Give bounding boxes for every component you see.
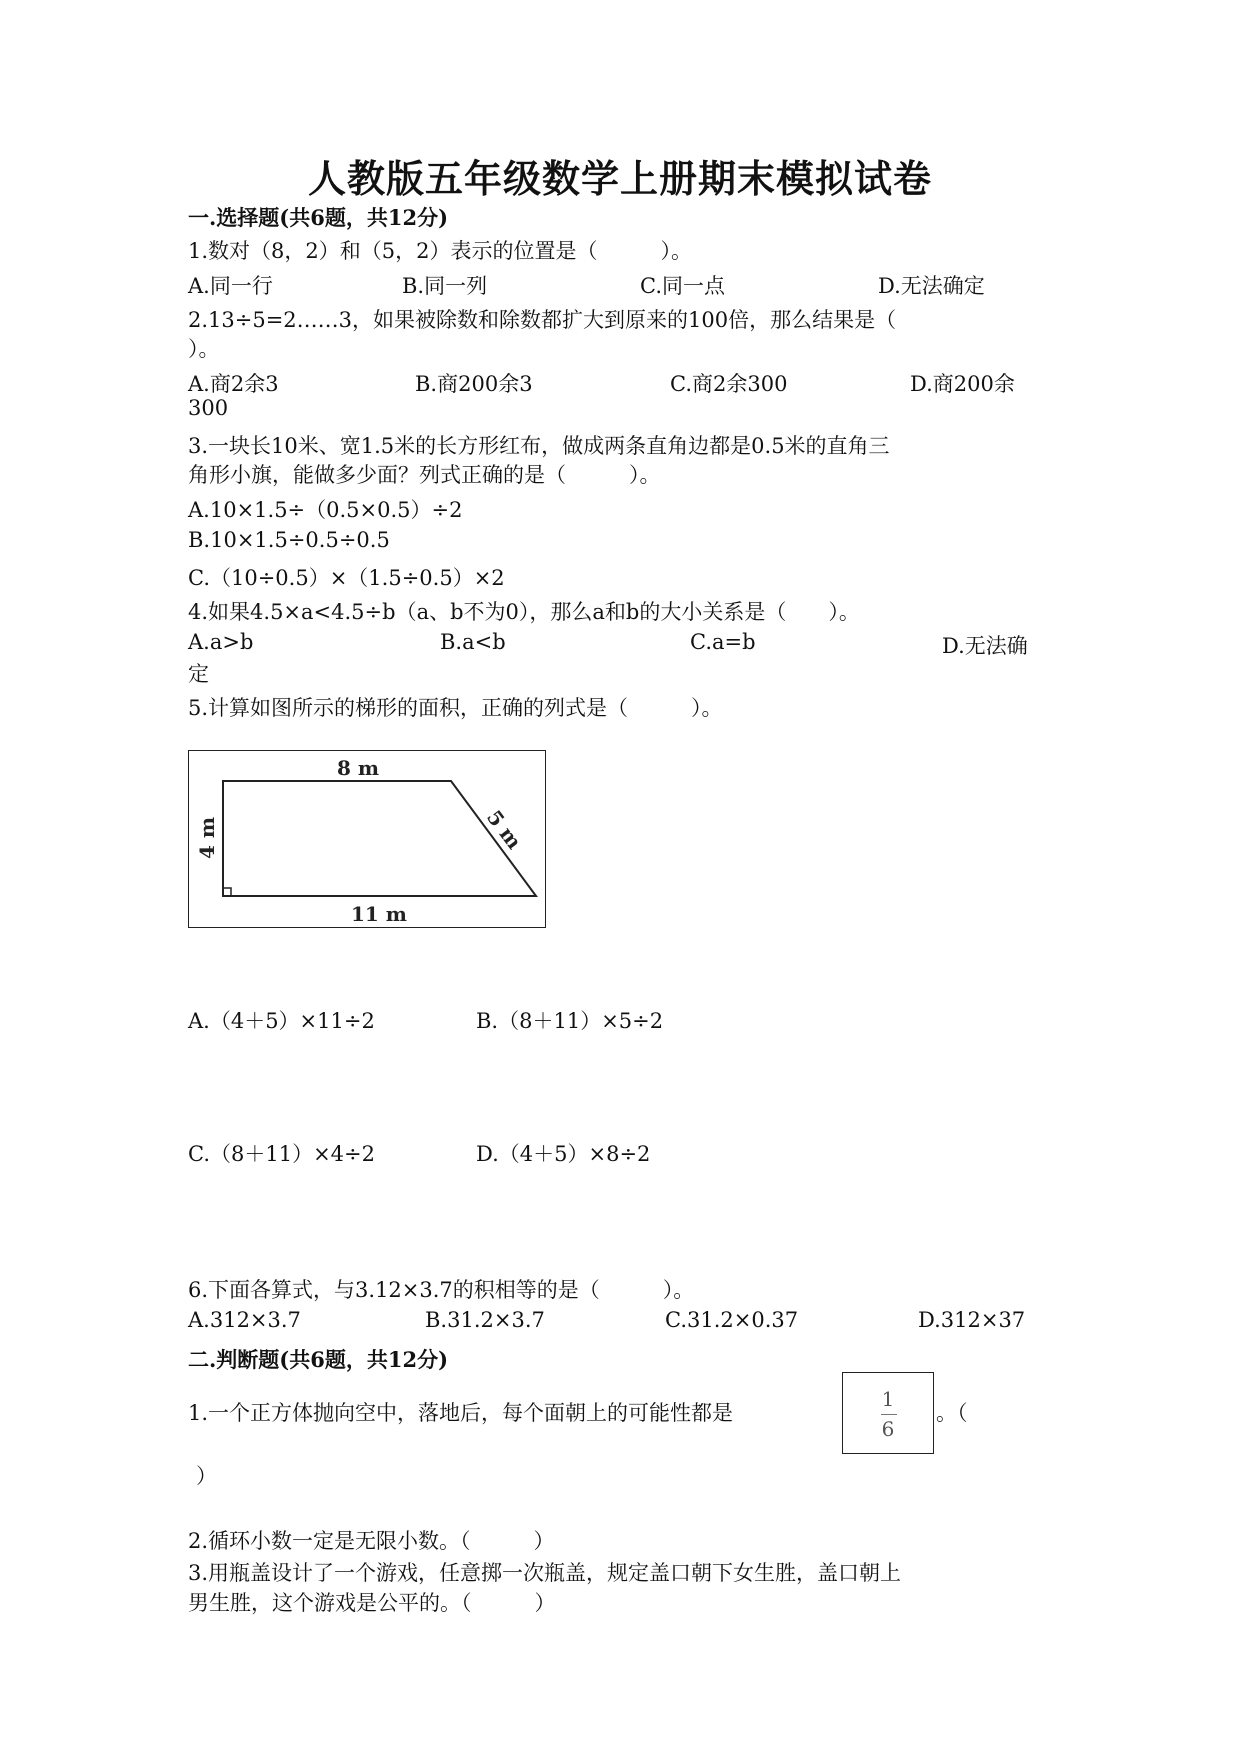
page-title: 人教版五年级数学上册期末模拟试卷 xyxy=(307,156,932,201)
question-4-stem: 4.如果4.5×a<4.5÷b（a、b不为0），那么a和b的大小关系是（ ）。 xyxy=(188,600,860,624)
question-3-option-b: B.10×1.5÷0.5÷0.5 xyxy=(188,528,390,552)
question-6-option-a: A.312×3.7 xyxy=(188,1308,301,1332)
question-2-stem-line2: ）。 xyxy=(188,337,220,361)
section-heading-choice: 一.选择题(共6题，共12分) xyxy=(188,205,449,230)
trapezoid-shape xyxy=(223,781,536,896)
judgment-2-stem: 2.循环小数一定是无限小数。（ ） xyxy=(188,1529,555,1553)
judgment-1-stem: 1.一个正方体抛向空中，落地后，每个面朝上的可能性都是 xyxy=(188,1401,734,1425)
question-5-option-c: C.（8＋11）×4÷2 xyxy=(188,1142,375,1166)
fraction-bar xyxy=(881,1414,897,1415)
label-top-base: 8 m xyxy=(337,756,380,780)
trapezoid-diagram xyxy=(189,751,544,926)
right-angle-mark xyxy=(223,888,231,896)
question-1-stem: 1.数对（8，2）和（5，2）表示的位置是（ ）。 xyxy=(188,239,692,263)
label-bottom-base: 11 m xyxy=(351,902,407,926)
question-2-option-d: D.商200余 xyxy=(910,372,1015,396)
question-3-option-c: C.（10÷0.5）×（1.5÷0.5）×2 xyxy=(188,566,505,590)
question-3-option-a: A.10×1.5÷（0.5×0.5）÷2 xyxy=(188,498,463,522)
question-6-stem: 6.下面各算式，与3.12×3.7的积相等的是（ ）。 xyxy=(188,1278,695,1302)
question-3-stem-line2: 角形小旗，能做多少面？列式正确的是（ ）。 xyxy=(188,463,661,487)
question-2-option-d-wrap: 300 xyxy=(188,396,229,420)
label-height: 4 m xyxy=(195,816,219,859)
section-heading-judgment: 二.判断题(共6题，共12分) xyxy=(188,1347,449,1372)
question-4-option-d-wrap: 定 xyxy=(188,662,209,686)
question-2-stem-line1: 2.13÷5=2……3，如果被除数和除数都扩大到原来的100倍，那么结果是（ xyxy=(188,308,897,332)
judgment-3-stem-line2: 男生胜，这个游戏是公平的。（ ） xyxy=(188,1591,556,1615)
question-5-option-a: A.（4＋5）×11÷2 xyxy=(188,1009,375,1033)
question-1-option-c: C.同一点 xyxy=(640,274,725,298)
trapezoid-figure xyxy=(188,750,546,928)
question-4-option-a: A.a>b xyxy=(188,630,254,654)
question-4-option-d: D.无法确 xyxy=(942,634,1028,658)
fraction-denominator: 6 xyxy=(881,1417,895,1441)
question-5-option-b: B.（8＋11）×5÷2 xyxy=(476,1009,664,1033)
fraction-numerator: 1 xyxy=(881,1387,895,1411)
question-5-stem: 5.计算如图所示的梯形的面积，正确的列式是（ ）。 xyxy=(188,696,723,720)
question-6-option-b: B.31.2×3.7 xyxy=(425,1308,545,1332)
judgment-3-stem-line1: 3.用瓶盖设计了一个游戏，任意掷一次瓶盖，规定盖口朝下女生胜，盖口朝上 xyxy=(188,1561,902,1585)
judgment-1-after: 。（ xyxy=(936,1401,968,1425)
question-5-option-d: D.（4＋5）×8÷2 xyxy=(476,1142,651,1166)
question-2-option-c: C.商2余300 xyxy=(670,372,788,396)
question-4-option-c: C.a=b xyxy=(690,630,756,654)
question-4-option-b: B.a<b xyxy=(440,630,506,654)
judgment-1-close: ） xyxy=(196,1464,217,1488)
question-6-option-d: D.312×37 xyxy=(918,1308,1026,1332)
question-6-option-c: C.31.2×0.37 xyxy=(665,1308,799,1332)
question-3-stem-line1: 3.一块长10米、宽1.5米的长方形红布，做成两条直角边都是0.5米的直角三 xyxy=(188,434,890,458)
question-1-option-b: B.同一列 xyxy=(402,274,488,298)
question-1-option-d: D.无法确定 xyxy=(878,274,985,298)
question-2-option-a: A.商2余3 xyxy=(188,372,279,396)
fraction-image xyxy=(842,1372,934,1454)
question-2-option-b: B.商200余3 xyxy=(415,372,533,396)
label-slant-side: 5 m xyxy=(482,805,527,854)
question-1-option-a: A.同一行 xyxy=(188,274,273,298)
